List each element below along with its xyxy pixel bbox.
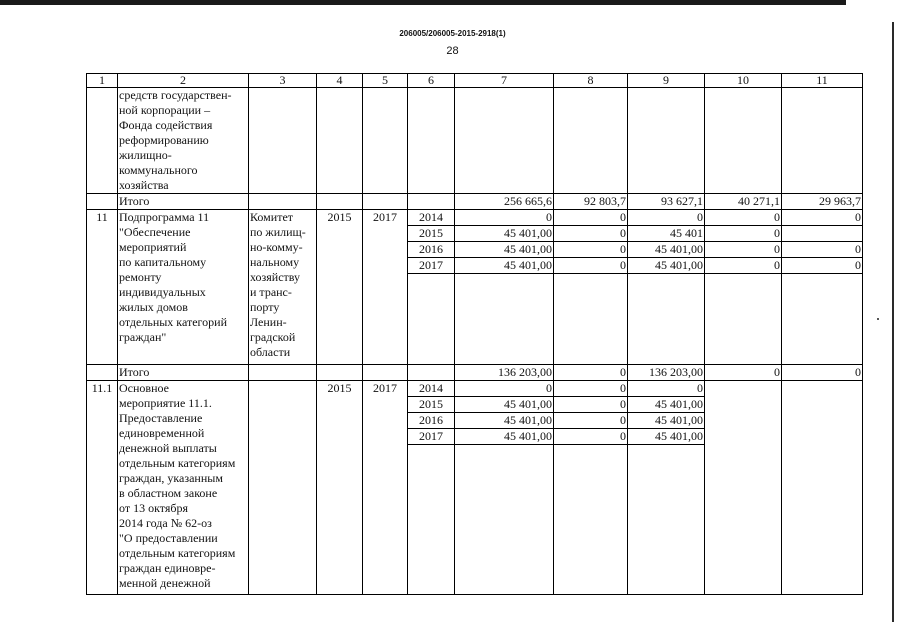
budget-table [86,73,863,595]
col-header-5: 5 [363,74,408,88]
num-cell [87,88,118,194]
year-cell: 2014 [408,210,455,226]
col-header-8: 8 [554,74,628,88]
year-cell: 2015 [408,397,455,413]
table-row: 2017 45 401,00 0 45 401,00 0 0 [87,258,863,274]
start-year: 2015 [317,381,363,595]
program-name-cell: Подпрограмма 11 "Обеспечение мероприятий по капитальному ремонту индивидуальных жилых домов отдельных категорий граждан" [118,210,249,365]
total-row [87,365,863,381]
table-row: 2016 45 401,00 0 45 401,00 0 0 [87,242,863,258]
scan-speck [877,318,879,320]
total-c10: 0 [705,365,782,381]
total-c10: 40 271,1 [705,194,782,210]
col-header-9: 9 [628,74,705,88]
col-header-6: 6 [408,74,455,88]
col-header-4: 4 [317,74,363,88]
total-c7: 256 665,6 [455,194,554,210]
total-c8: 92 803,7 [554,194,628,210]
scan-top-border [0,0,846,5]
end-year: 2017 [363,210,408,365]
table-row: 2015 45 401,00 0 45 401 0 [87,226,863,242]
col-header-10: 10 [705,74,782,88]
year-cell: 2017 [408,258,455,274]
col-header-1: 1 [87,74,118,88]
year-cell: 2014 [408,381,455,397]
table-row: 2016 45 401,00 0 45 401,00 [87,413,863,429]
col-header-2: 2 [118,74,249,88]
year-cell: 2016 [408,242,455,258]
total-c11: 29 963,7 [782,194,863,210]
total-c9: 136 203,00 [628,365,705,381]
executor-cell: Комитет по жилищ- но-комму- нальному хозяйству и транс- порту Ленин- градской области [249,210,317,365]
year-cell: 2016 [408,413,455,429]
table-row [87,88,863,194]
total-c9: 93 627,1 [628,194,705,210]
col-header-3: 3 [249,74,317,88]
col-header-11: 11 [782,74,863,88]
page-number: 28 [446,45,459,57]
measure-name-cell: Основное мероприятие 11.1. Предоставление единовременной денежной выплаты отдельным категориям граждан, указанным в областном законе от 13 октября 2014 года № 62-оз "О предоставлении отдельным категориям граждан единовре- менной денежной [118,381,249,595]
executor-cell [249,381,317,595]
year-cell: 2015 [408,226,455,242]
total-row [87,194,863,210]
table-row: 11.1 Основное мероприятие 11.1. Предоставление единовременной денежной выплаты отдельным категориям граждан, указанным в областном законе от 13 октября 2014 года № 62-оз "О предоставлении отдельным категориям граждан единовре- менной денежной 2015 2017 2014 0 0 0 [87,381,863,397]
total-label: Итого [118,194,249,210]
continued-name-cell: средств государствен- ной корпорации – Фонда содействия реформированию жилищно- коммунального хозяйства [118,88,249,194]
total-c8: 0 [554,365,628,381]
measure-number: 11.1 [87,381,118,595]
start-year: 2015 [317,210,363,365]
scan-right-edge [892,22,894,622]
table-row: 2017 45 401,00 0 45 401,00 [87,429,863,445]
total-label: Итого [118,365,249,381]
program-number: 11 [87,210,118,365]
header-row [87,74,863,88]
end-year: 2017 [363,381,408,595]
col-header-7: 7 [455,74,554,88]
document-id: 206005/206005-2015-2918(1) [399,29,506,38]
total-c7: 136 203,00 [455,365,554,381]
table-row: 2015 45 401,00 0 45 401,00 [87,397,863,413]
year-cell: 2017 [408,429,455,445]
table-row: 11 Подпрограмма 11 "Обеспечение мероприятий по капитальному ремонту индивидуальных жилых домов отдельных категорий граждан" Комитет по жилищ- но-комму- нальному хозяйству и транс- порту Ленин- градской области 2015 2017 2014 0 0 0 0 0 [87,210,863,226]
total-c11: 0 [782,365,863,381]
